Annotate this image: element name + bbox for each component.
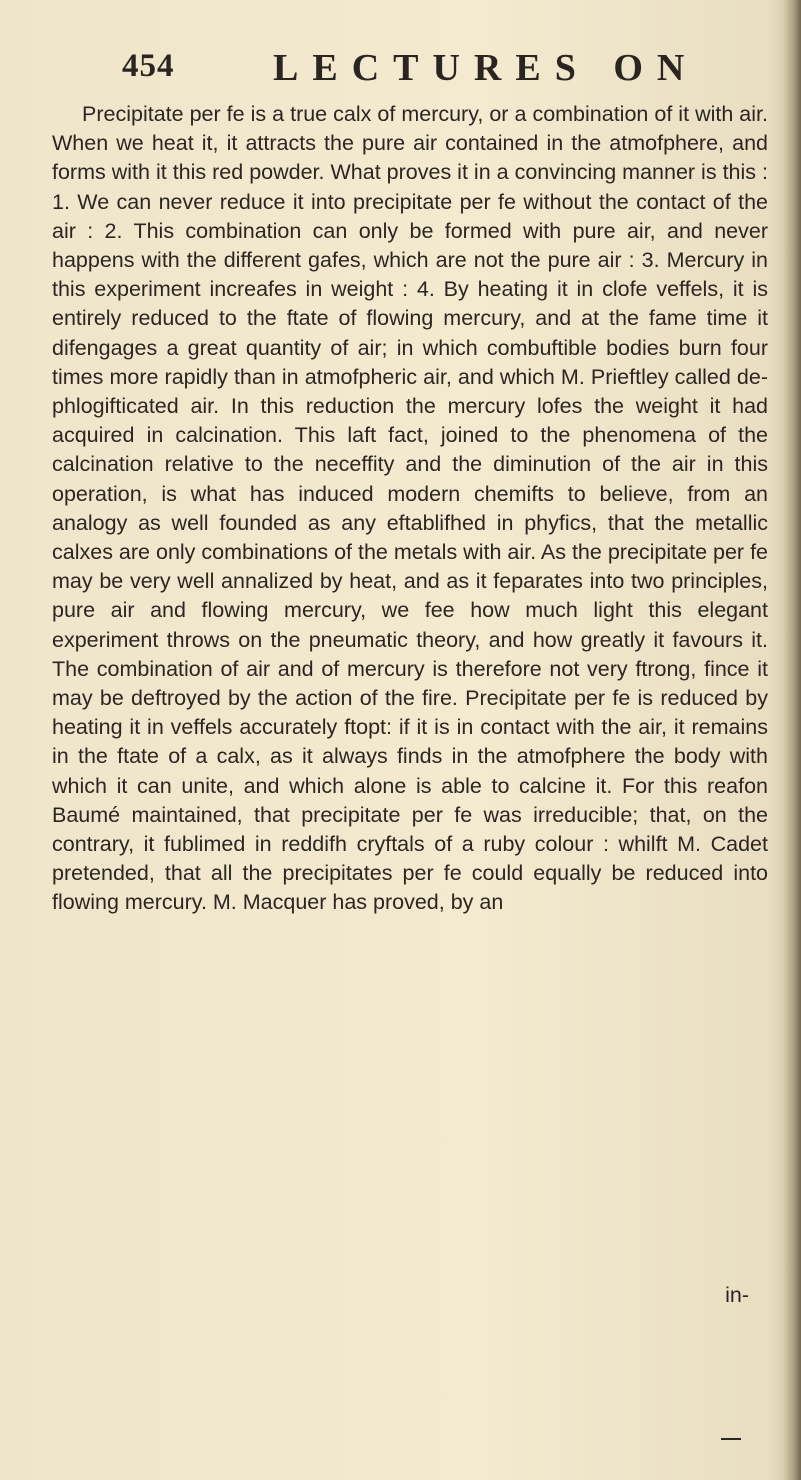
catchword: in- xyxy=(725,1283,749,1307)
body-paragraph: Precipitate per fe is a true calx of mercury, or a combination of it with air. When we heat it, it attracts the pure air contained in the atmofphere, and forms with it this red powder. What proves it in a convincing manner is this : 1. We can never reduce it into precipitate per fe without the contact of the air : 2. This combination can only be formed with pure air, and never happens with the different gafes, which are not the pure air : 3. Mercury in this experiment increafes in weight : 4. By heating it in clofe veffels, it is entirely reduced to the ftate of flowing mercury, and at the fame time it difengages a great quantity of air; in which combuftible bodies burn four times more rapidly than in atmofpheric air, and which M. Prieftley called de-phlogifticated air. In this reduction the mercury lofes the weight it had acquired in calcination. This laft fact, joined to the phenomena of the calcination relative to the neceffity and the diminution of the air in this operation, is what has induced modern chemifts to believe, from an analogy as well founded as any eftablifhed in phyfics, that the metallic calxes are only combinations of the metals with air. As the precipitate per fe may be very well annalized by heat, and as it feparates into two principles, pure air and flowing mercury, we fee how much light this elegant experiment throws on the pneumatic theory, and how greatly it favours it. The combination of air and of mercury is therefore not very ftrong, fince it may be deftroyed by the action of the fire. Precipitate per fe is reduced by heating it in veffels accurately ftopt: if it is in contact with the air, it remains in the ftate of a calx, as it always finds in the atmofphere the body with which it can unite, and which alone is able to calcine it. For this reafon Baumé maintained, that precipitate per fe was irreducible; that, on the contrary, it fublimed in reddifh cryftals of a ruby colour : whilft M. Cadet pretended, that all the precipitates per fe could equally be reduced into flowing mercury. M. Macquer has proved, by an xyxy=(52,102,768,915)
corner-mark xyxy=(721,1430,741,1440)
running-title: LECTURES ON xyxy=(273,47,699,89)
page-edge-shadow xyxy=(783,0,801,1480)
page-number: 454 xyxy=(122,48,175,84)
